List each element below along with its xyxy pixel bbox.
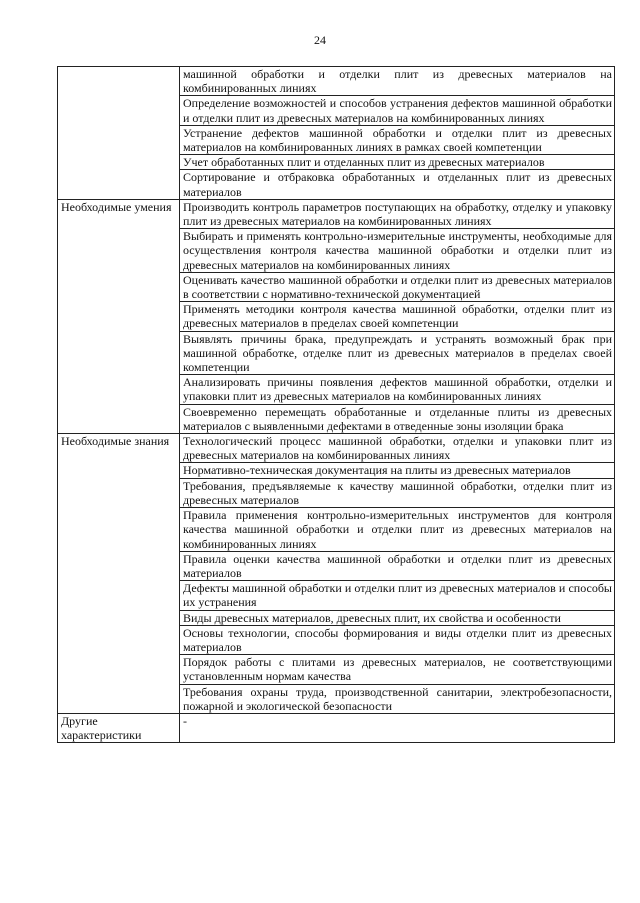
competency-table-body: [58, 67, 615, 743]
requirement-item: Требования, предъявляемые к качеству машинной обработки, отделки плит из древесных материалов: [180, 478, 615, 507]
table-row: [58, 713, 615, 742]
requirement-item: Устранение дефектов машинной обработки и отделки плит из древесных материалов на комбинированных линиях в рамках своей компетенции: [180, 125, 615, 154]
competency-table: [57, 66, 615, 743]
section-label: Другие характеристики: [58, 713, 180, 742]
section-label: Необходимые умения: [58, 199, 180, 433]
section-label: [58, 67, 180, 200]
requirement-item: Технологический процесс машинной обработки, отделки и упаковки плит из древесных материалов на комбинированных линиях: [180, 434, 615, 463]
requirement-item: Оценивать качество машинной обработки и отделки плит из древесных материалов в соответствии с нормативно-технической документацией: [180, 272, 615, 301]
requirement-item: Производить контроль параметров поступающих на обработку, отделку и упаковку плит из древесных материалов на комбинированных линиях: [180, 199, 615, 228]
requirement-item: Учет обработанных плит и отделанных плит из древесных материалов: [180, 155, 615, 170]
requirement-item: Основы технологии, способы формирования и виды отделки плит из древесных материалов: [180, 625, 615, 654]
requirement-item: Правила применения контрольно-измерительных инструментов для контроля качества машинной обработки и отделки плит из древесных материалов на комбинированных линиях: [180, 508, 615, 552]
table-row: [58, 434, 615, 463]
requirement-item: Порядок работы с плитами из древесных материалов, не соответствующими установленным нормам качества: [180, 655, 615, 684]
requirement-item: Своевременно перемещать обработанные и отделанные плиты из древесных материалов с выявленными дефектами в отведенные зоны изоляции брака: [180, 404, 615, 433]
requirement-item: Применять методики контроля качества машинной обработки, отделки плит из древесных материалов в пределах своей компетенции: [180, 302, 615, 331]
requirement-item: Анализировать причины появления дефектов машинной обработки, отделки и упаковки плит из древесных материалов на комбинированных линиях: [180, 375, 615, 404]
requirement-item: Выбирать и применять контрольно-измерительные инструменты, необходимые для осуществления контроля качества машинной обработки и отделки плит из древесных материалов на комбинированных линиях: [180, 229, 615, 273]
requirement-item: Выявлять причины брака, предупреждать и устранять возможный брак при машинной обработке, отделке плит из древесных материалов в пределах своей компетенции: [180, 331, 615, 375]
requirement-item: Правила оценки качества машинной обработки и отделки плит из древесных материалов: [180, 551, 615, 580]
requirement-item: Дефекты машинной обработки и отделки плит из древесных материалов и способы их устранения: [180, 581, 615, 610]
table-row: [58, 199, 615, 228]
page-number: 24: [314, 33, 326, 47]
table-row: [58, 67, 615, 96]
requirement-item: Сортирование и отбраковка обработанных и отделанных плит из древесных материалов: [180, 170, 615, 199]
requirement-item: Определение возможностей и способов устранения дефектов машинной обработки и отделки плит из древесных материалов на комбинированных линиях: [180, 96, 615, 125]
requirement-item: Нормативно-техническая документация на плиты из древесных материалов: [180, 463, 615, 478]
requirement-item: -: [180, 713, 615, 742]
requirement-item: машинной обработки и отделки плит из древесных материалов на комбинированных линиях: [180, 67, 615, 96]
requirement-item: Требования охраны труда, производственной санитарии, электробезопасности, пожарной и экологической безопасности: [180, 684, 615, 713]
section-label: Необходимые знания: [58, 434, 180, 714]
requirement-item: Виды древесных материалов, древесных плит, их свойства и особенности: [180, 610, 615, 625]
